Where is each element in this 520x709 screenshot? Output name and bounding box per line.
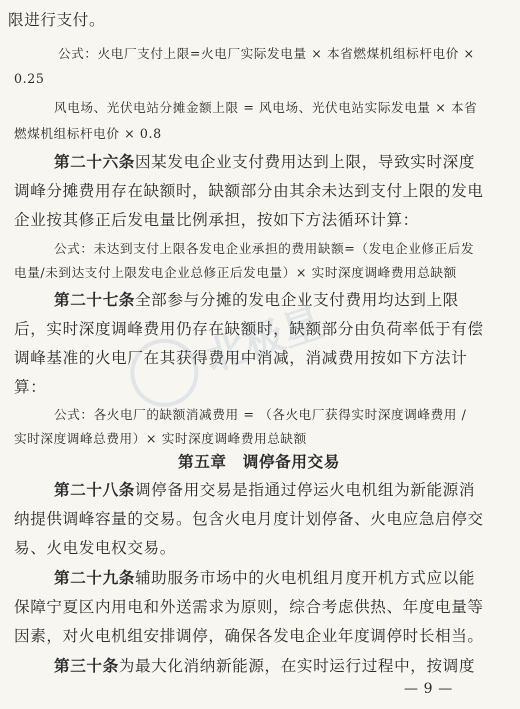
text-line: 因素，对火电机组安排调停，确保各发电企业年度调停时长相当。 — [14, 627, 484, 645]
watermark-text: 北极星 — [200, 299, 329, 381]
article-number: 第二十八条 — [54, 480, 135, 499]
text-line: 保障宁夏区内用电和外送需求为原则，综合考虑供热、年度电量等 — [14, 598, 484, 616]
text-line: 限进行支付。 — [8, 11, 106, 29]
text-span: 调停备用交易是指通过停运火电机组为新能源消 — [134, 481, 476, 499]
formula-line: 燃煤机组标杆电价 × 0.8 — [14, 126, 162, 141]
formula-line: 风电场、光伏电站分摊金额上限 = 风电场、光伏电站实际发电量 × 本省 — [54, 100, 478, 115]
formula-line: 公式：未达到支付上限各发电企业承担的费用缺额=（发电企业修正后发 — [54, 241, 475, 256]
text-line: 调峰分摊费用存在缺额时，缺额部分由其余未达到支付上限的发电 — [14, 182, 484, 200]
text-line: 企业按其修正后发电量比例承担，按如下方法循环计算： — [14, 211, 419, 229]
page-number: — 9 — — [404, 681, 453, 697]
formula-line: 实时深度调峰总费用）× 实时深度调峰费用总缺额 — [14, 431, 307, 446]
article-30-line — [54, 654, 475, 676]
article-29-line — [54, 566, 475, 588]
formula-line: 公式：各火电厂的缺额消减费用 = （各火电厂获得实时深度调峰费用 / — [54, 407, 467, 422]
text-line: 纳提供调峰容量的交易。包含火电月度计划停备、火电应急启停交 — [14, 510, 484, 528]
text-span: 为最大化消纳新能源，在实时运行过程中，按调度 — [118, 657, 476, 675]
text-line: 后，实时深度调峰费用仍存在缺额时，缺额部分由负荷率低于有偿 — [14, 320, 484, 338]
article-26-line — [54, 150, 475, 172]
text-span: 辅助服务市场中的火电机组月度开机方式应以能 — [134, 569, 476, 587]
text-line: 算： — [14, 378, 47, 396]
text-line: 易、火电发电权交易。 — [14, 539, 176, 557]
article-number: 第二十六条 — [54, 152, 135, 171]
article-number: 第三十条 — [54, 656, 119, 675]
article-28-line — [54, 478, 475, 500]
formula-line: 电量/未到达支付上限发电企业总修正后发电量）× 实时深度调峰费用总缺额 — [14, 265, 457, 280]
text-line: 调峰基准的火电厂在其获得费用中消减，消减费用按如下方法计 — [14, 349, 468, 367]
article-number: 第二十七条 — [54, 290, 135, 309]
formula-line: 0.25 — [14, 71, 45, 86]
text-span: 全部参与分摊的发电企业支付费用均达到上限 — [134, 291, 459, 309]
text-span: 因某发电企业支付费用达到上限，导致实时深度 — [134, 153, 476, 171]
chapter-title: 第五章 调停备用交易 — [178, 452, 340, 471]
article-number: 第二十九条 — [54, 568, 135, 587]
formula-line: 公式：火电厂支付上限=火电厂实际发电量 × 本省燃煤机组标杆电价 × — [58, 46, 475, 61]
article-27-line — [54, 288, 459, 310]
